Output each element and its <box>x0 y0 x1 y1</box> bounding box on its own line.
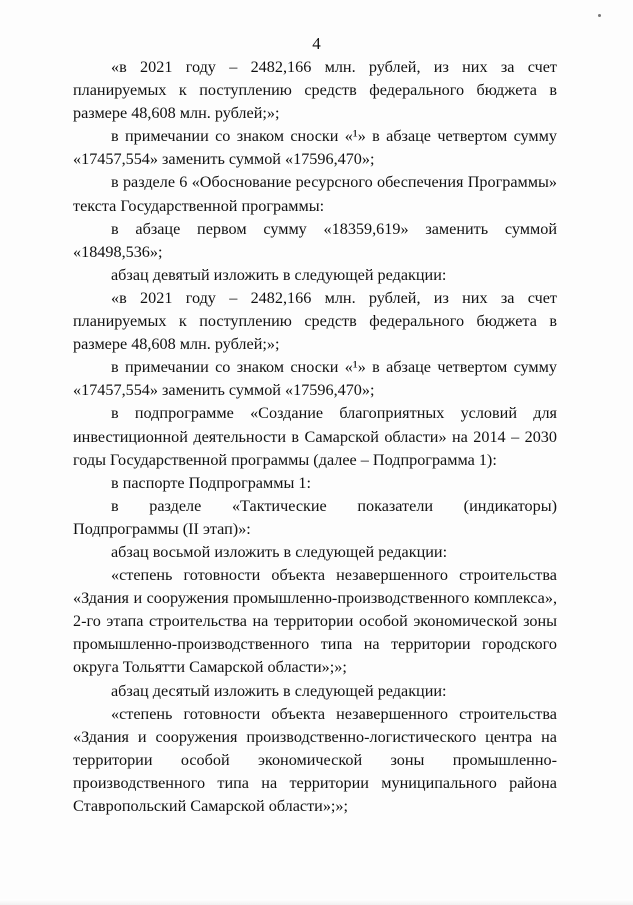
scan-edge <box>0 899 633 905</box>
paragraph: в подпрограмме «Создание благоприятных условий для инвестиционной деятельности в Самарской области» на 2014 – 2030 годы Государственной программы (далее – Подпрограмма 1): <box>73 404 557 469</box>
scan-speck <box>598 14 601 17</box>
paragraph: в абзаце первом сумму «18359,619» заменить суммой «18498,536»; <box>73 219 557 261</box>
paragraph: «степень готовности объекта незавершенного строительства «Здания и сооружения производственно-логистического центра на территории особой экономической зоны промышленно-производственного типа на территории муниципального района Ставропольский Самарской области»;»; <box>73 704 557 815</box>
paragraph: в примечании со знаком сноски «¹» в абзаце четвертом сумму «17457,554» заменить суммой «17596,470»; <box>73 127 557 169</box>
page-number: 4 <box>312 34 321 53</box>
paragraph: в примечании со знаком сноски «¹» в абзаце четвертом сумму «17457,554» заменить суммой «17596,470»; <box>73 358 557 400</box>
paragraph: в разделе 6 «Обоснование ресурсного обеспечения Программы» текста Государственной программы: <box>73 173 557 215</box>
paragraph: в паспорте Подпрограммы 1: <box>111 473 311 492</box>
paragraph: абзац девятый изложить в следующей редакции: <box>111 265 447 284</box>
paragraph: «в 2021 году – 2482,166 млн. рублей, из них за счет планируемых к поступлению средств федерального бюджета в размере 48,608 млн. рублей;»; <box>73 58 557 123</box>
paragraph: абзац восьмой изложить в следующей редакции: <box>111 542 448 561</box>
paragraph: «в 2021 году – 2482,166 млн. рублей, из них за счет планируемых к поступлению средств федерального бюджета в размере 48,608 млн. рублей;»; <box>73 288 557 354</box>
paragraph: «степень готовности объекта незавершенного строительства «Здания и сооружения промышленно-производственного комплекса», 2-го этапа строительства на территории особой экономической зоны промышленно-производственного типа на территории городского округа Тольятти Самарской области»;»; <box>73 566 557 677</box>
paragraph: абзац десятый изложить в следующей редакции: <box>111 681 447 700</box>
document-body <box>73 56 557 818</box>
paragraph: в разделе «Тактические показатели (индикаторы) Подпрограммы (II этап)»: <box>73 496 557 538</box>
